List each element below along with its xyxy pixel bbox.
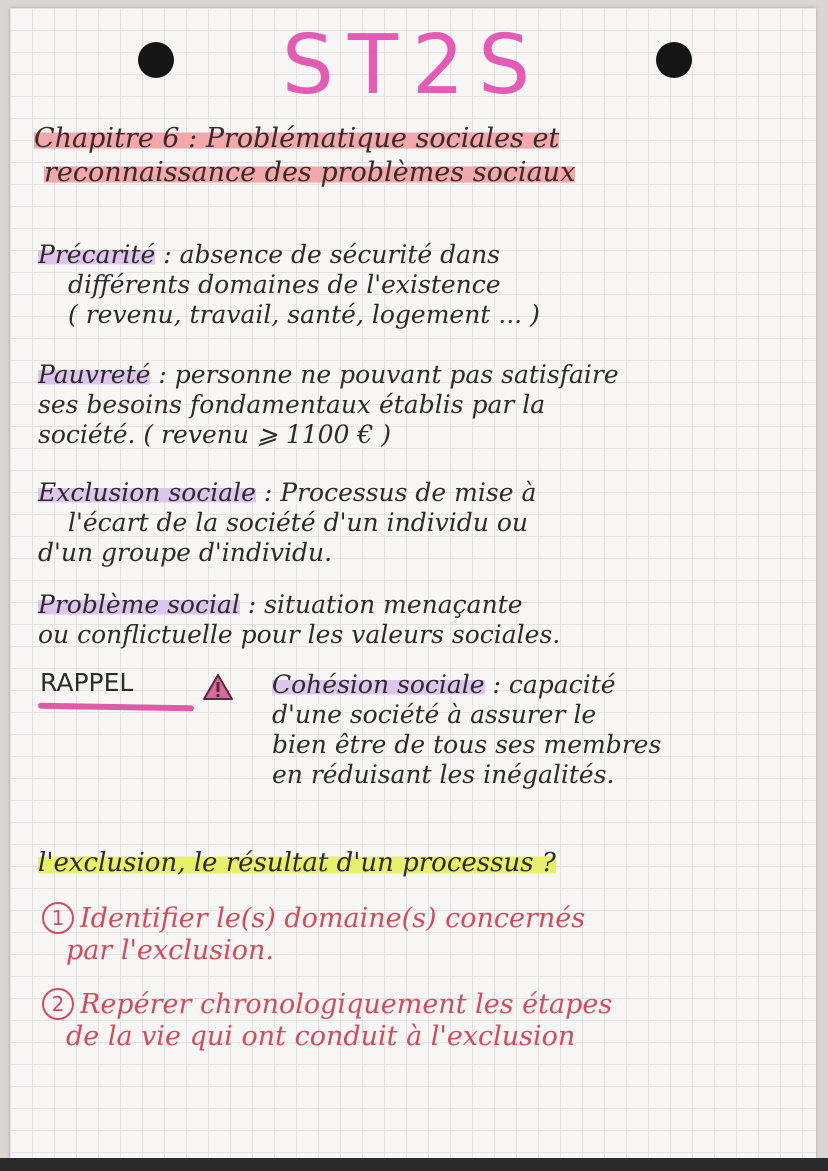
step-text: de la vie qui ont conduit à l'exclusion xyxy=(66,1021,576,1052)
step-number: 1 xyxy=(42,902,74,934)
definition-text: différents domaines de l'existence xyxy=(68,270,501,299)
question-text: l'exclusion, le résultat d'un processus ? xyxy=(38,848,556,878)
section-question xyxy=(38,846,818,880)
definition-probleme-social xyxy=(38,590,818,650)
definition-text: d'une société à assurer le xyxy=(272,700,597,729)
notebook-page xyxy=(10,8,816,1158)
step-number: 2 xyxy=(42,988,74,1020)
definition-text: ses besoins fondamentaux établis par la xyxy=(38,390,546,419)
definition-text: société. ( revenu ⩾ 1100 € ) xyxy=(38,420,391,449)
definition-text: bien être de tous ses membres xyxy=(272,730,662,759)
step-text: par l'exclusion. xyxy=(66,935,274,966)
definition-term: Précarité xyxy=(38,240,156,269)
rappel-label: RAPPEL xyxy=(40,668,134,697)
definition-text: ou conflictuelle pour les valeurs sociales. xyxy=(38,620,561,649)
step-text: Repérer chronologiquement les étapes xyxy=(80,989,613,1020)
definition-text: d'un groupe d'individu. xyxy=(38,538,333,567)
definition-text: en réduisant les inégalités. xyxy=(272,760,615,789)
page-title: ST2S xyxy=(281,18,545,113)
definition-pauvrete xyxy=(38,360,818,450)
definition-text: ( revenu, travail, santé, logement ... ) xyxy=(68,300,540,329)
definition-term: Problème social xyxy=(38,590,240,619)
definition-text: : personne ne pouvant pas satisfaire xyxy=(150,360,619,389)
definition-cohesion-sociale xyxy=(272,670,812,790)
step-2 xyxy=(42,988,822,1053)
chapter-line-1: Chapitre 6 : Problématique sociales et xyxy=(34,123,560,154)
definition-term: Cohésion sociale xyxy=(272,670,485,699)
definition-text: : Processus de mise à xyxy=(255,478,537,507)
definition-text: : absence de sécurité dans xyxy=(155,240,501,269)
chapter-heading xyxy=(34,122,804,190)
page-bottom-edge xyxy=(0,1158,828,1171)
definition-exclusion-sociale xyxy=(38,478,818,568)
definition-term: Pauvreté xyxy=(38,360,151,389)
step-1 xyxy=(42,902,822,967)
chapter-line-2: reconnaissance des problèmes sociaux xyxy=(44,157,576,188)
definition-term: Exclusion sociale xyxy=(38,478,256,507)
warning-icon xyxy=(202,673,234,701)
definition-text: : situation menaçante xyxy=(239,590,523,619)
step-text: Identifier le(s) domaine(s) concernés xyxy=(80,903,586,934)
definition-precarite xyxy=(38,240,818,330)
definition-text: : capacité xyxy=(484,670,616,699)
definition-text: l'écart de la société d'un individu ou xyxy=(68,508,529,537)
rappel-underline xyxy=(38,703,194,712)
